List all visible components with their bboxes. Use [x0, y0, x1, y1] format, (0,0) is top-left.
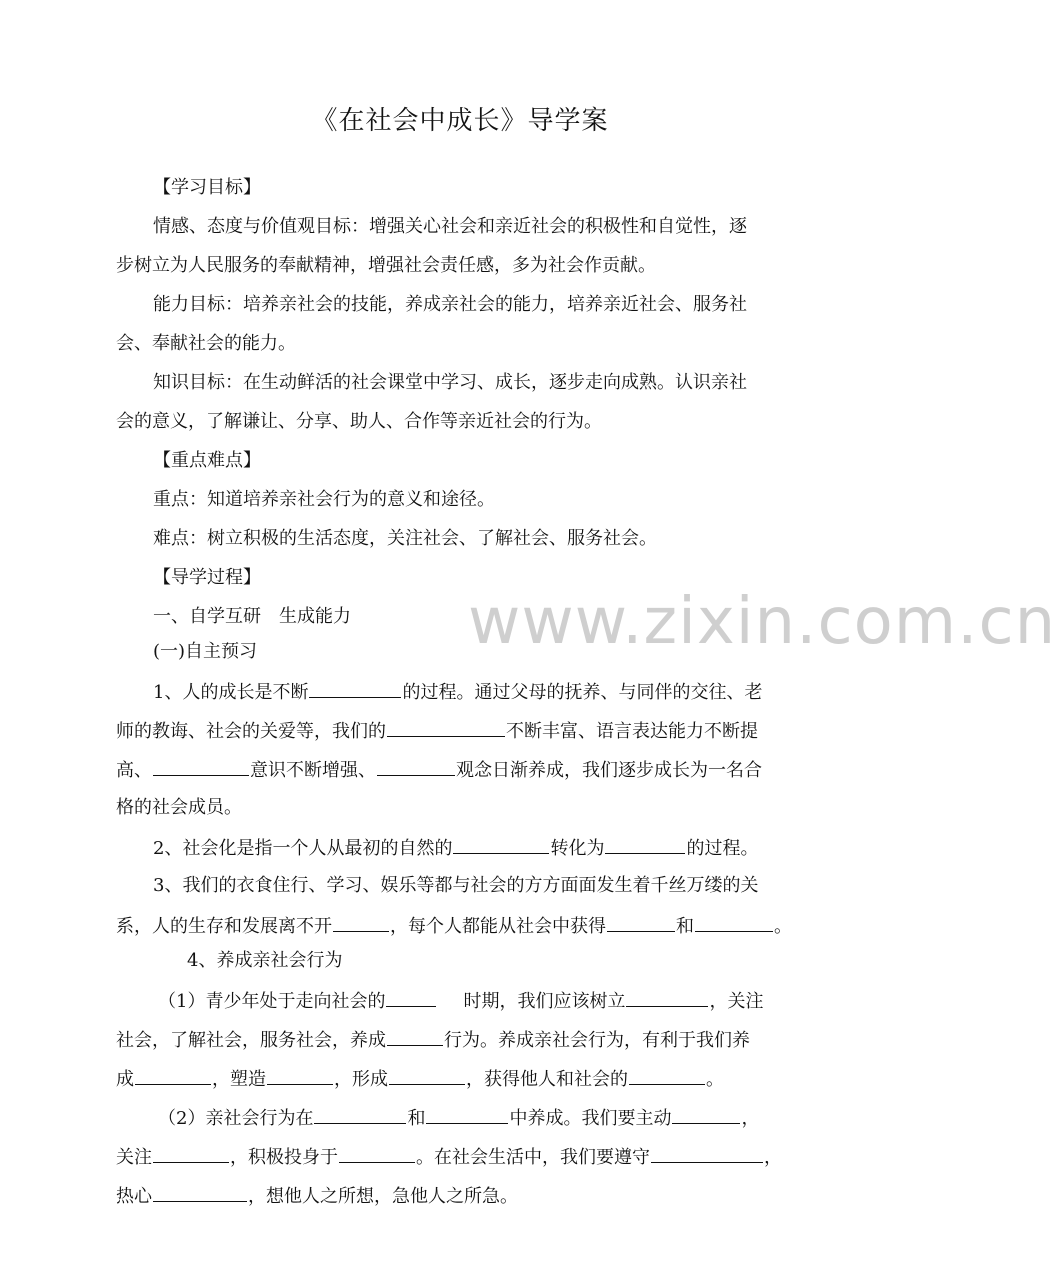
q4-p1-text-h: ，形成	[334, 1069, 388, 1090]
q4-p1-text-d: 社会，了解社会，服务社会，养成	[116, 1030, 386, 1051]
q4-p1-text-f: 成	[116, 1069, 134, 1090]
q1-blank-2[interactable]	[387, 718, 505, 737]
q4-p1-blank-3[interactable]	[387, 1027, 443, 1046]
q2-text-b: 转化为	[550, 838, 605, 859]
q1-text-b: 的过程。通过父母的抚养、与同伴的交往、老	[402, 682, 763, 703]
q4-p1-blank-2[interactable]	[626, 988, 708, 1007]
q2-text-a: 2、社会化是指一个人从最初的自然的	[153, 838, 453, 859]
q3-text-d: 和	[676, 916, 694, 937]
part-one-heading: 一、自学互研 生成能力	[153, 606, 351, 627]
q4-p2-text-e: 关注	[116, 1147, 152, 1168]
question-4-1-line3	[116, 1066, 724, 1092]
q4-p2-text-h: ，	[764, 1147, 782, 1168]
q4-p2-text-i: 热心	[116, 1186, 152, 1207]
question-1-line1	[153, 679, 762, 705]
q4-p2-blank-3[interactable]	[672, 1105, 740, 1124]
emotion-goal-line1: 情感、态度与价值观目标：增强关心社会和亲近社会的积极性和自觉性，逐	[153, 216, 747, 237]
q4-p1-text-a: （1）青少年处于走向社会的	[158, 991, 386, 1012]
q4-p2-text-b: 和	[407, 1108, 426, 1129]
question-4-1-line2	[116, 1027, 750, 1053]
q4-p2-blank-6[interactable]	[651, 1144, 763, 1163]
q1-text-e: 高、	[116, 760, 152, 781]
q4-p2-text-g: 。在社会生活中，我们要遵守	[416, 1147, 650, 1168]
q3-blank-1[interactable]	[333, 913, 389, 932]
q4-p2-blank-7[interactable]	[153, 1183, 247, 1202]
page-title: 《在社会中成长》导学案	[311, 106, 609, 136]
q1-text-a: 1、人的成长是不断	[153, 682, 309, 703]
question-3-line1: 3、我们的衣食住行、学习、娱乐等都与社会的方方面面发生着千丝万缕的关	[153, 875, 759, 896]
question-4-2-line2	[116, 1144, 782, 1170]
knowledge-goal-line1: 知识目标：在生动鲜活的社会课堂中学习、成长，逐步走向成熟。认识亲社	[153, 372, 747, 393]
q4-p1-text-e: 行为。养成亲社会行为，有利于我们养	[444, 1030, 750, 1051]
q4-p2-blank-5[interactable]	[339, 1144, 415, 1163]
q4-p1-text-g: ，塑造	[212, 1069, 266, 1090]
question-2	[153, 835, 758, 861]
q3-blank-2[interactable]	[607, 913, 675, 932]
question-3-line2	[116, 913, 792, 939]
watermark: www.zixin.com.cn	[468, 585, 1056, 659]
q1-text-f: 意识不断增强、	[250, 760, 376, 781]
question-4-2-line1	[158, 1105, 759, 1131]
difficulty-point: 难点：树立积极的生活态度，关注社会、了解社会、服务社会。	[153, 528, 657, 549]
q1-text-c: 师的教诲、社会的关爱等，我们的	[116, 721, 386, 742]
question-1-line3	[116, 757, 762, 783]
key-point: 重点：知道培养亲社会行为的意义和途径。	[153, 489, 495, 510]
key-heading: 【重点难点】	[153, 450, 261, 471]
q4-p2-blank-1[interactable]	[314, 1105, 406, 1124]
q3-text-c: ，每个人都能从社会中获得	[390, 916, 606, 937]
q2-blank-2[interactable]	[605, 835, 685, 854]
q4-p1-text-b: 时期，我们应该树立	[463, 991, 626, 1012]
q4-p1-text-c: ，关注	[709, 991, 764, 1012]
question-1-line4: 格的社会成员。	[116, 797, 242, 818]
q4-p2-blank-2[interactable]	[426, 1105, 508, 1124]
emotion-goal-line2: 步树立为人民服务的奉献精神，增强社会责任感，多为社会作贡献。	[116, 255, 656, 276]
ability-goal-line1: 能力目标：培养亲社会的技能，养成亲社会的能力，培养亲近社会、服务社	[153, 294, 747, 315]
q1-blank-4[interactable]	[377, 757, 455, 776]
q4-p2-text-c: 中养成。我们要主动	[509, 1108, 672, 1129]
question-4-1-line1	[158, 988, 763, 1014]
q4-p1-text-j: 。	[706, 1069, 724, 1090]
question-1-line2	[116, 718, 758, 744]
ability-goal-line2: 会、奉献社会的能力。	[116, 333, 296, 354]
q4-p2-text-a: （2）亲社会行为在	[158, 1108, 314, 1129]
q1-text-d: 不断丰富、语言表达能力不断提	[506, 721, 758, 742]
q4-p2-blank-4[interactable]	[153, 1144, 229, 1163]
q4-p2-text-d: ，	[741, 1108, 760, 1129]
q1-blank-1[interactable]	[309, 679, 401, 698]
q4-p1-blank-4[interactable]	[135, 1066, 211, 1085]
q1-text-g: 观念日渐养成，我们逐步成长为一名合	[456, 760, 762, 781]
q3-text-e: 。	[774, 916, 792, 937]
question-4-2-line3	[116, 1183, 518, 1209]
q4-p1-blank-1[interactable]	[386, 988, 436, 1007]
q4-p1-blank-5[interactable]	[267, 1066, 333, 1085]
q3-blank-3[interactable]	[695, 913, 773, 932]
q1-blank-3[interactable]	[153, 757, 249, 776]
question-4-heading: 4、养成亲社会行为	[187, 950, 343, 971]
q4-p2-text-j: ，想他人之所想，急他人之所急。	[248, 1186, 518, 1207]
q4-p1-blank-6[interactable]	[389, 1066, 465, 1085]
knowledge-goal-line2: 会的意义，了解谦让、分享、助人、合作等亲近社会的行为。	[116, 411, 602, 432]
self-preview-heading: (一)自主预习	[153, 641, 258, 662]
q4-p1-blank-7[interactable]	[629, 1066, 705, 1085]
q2-text-c: 的过程。	[686, 838, 759, 859]
q4-p2-text-f: ，积极投身于	[230, 1147, 338, 1168]
q2-blank-1[interactable]	[453, 835, 549, 854]
goals-heading: 【学习目标】	[153, 177, 261, 198]
q3-text-b: 系，人的生存和发展离不开	[116, 916, 332, 937]
q4-p1-text-i: ，获得他人和社会的	[466, 1069, 628, 1090]
process-heading: 【导学过程】	[153, 567, 261, 588]
